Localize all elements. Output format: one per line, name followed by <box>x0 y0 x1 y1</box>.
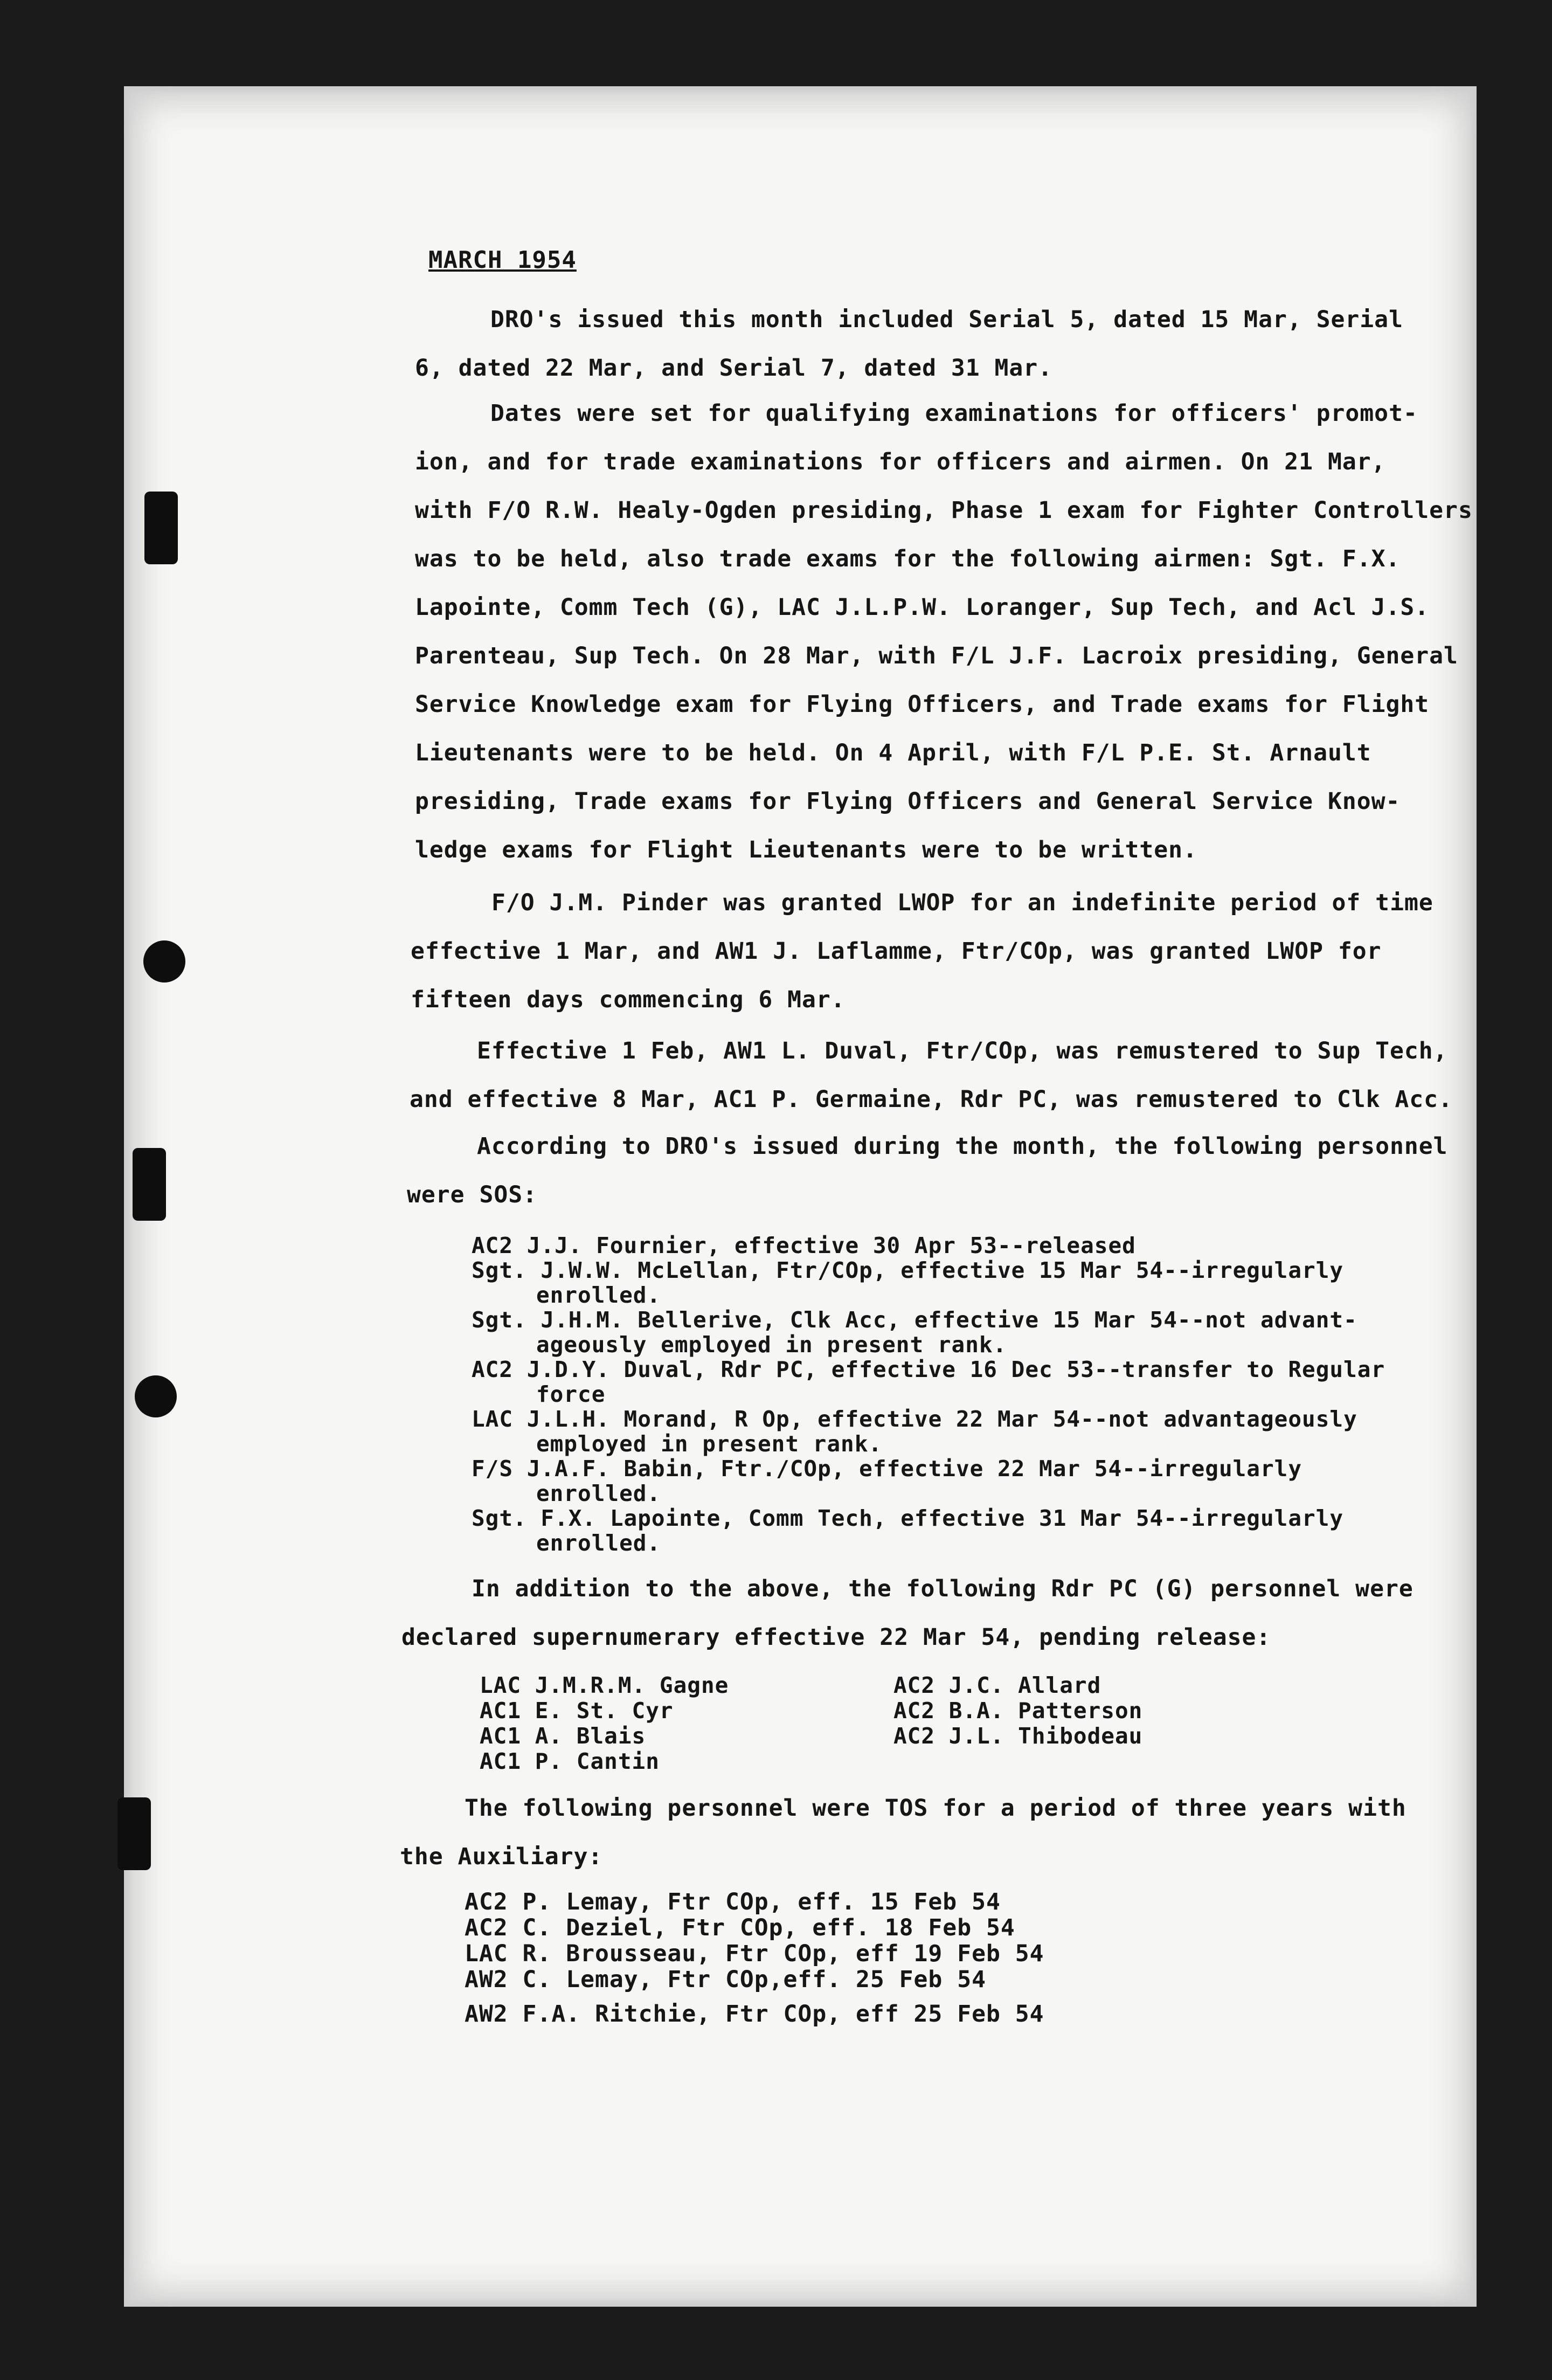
text-line: were SOS: <box>407 1181 537 1208</box>
text-line: According to DRO's issued during the month, the following personnel <box>477 1133 1448 1160</box>
sos-list <box>472 1233 1385 1555</box>
text-line: The following personnel were TOS for a period of three years with <box>465 1795 1406 1822</box>
list-item-text: LAC J.L.H. Morand, R Op, effective 22 Mar 54--not advantageously <box>472 1406 1357 1432</box>
paragraph-supernumerary <box>401 1565 1414 1662</box>
binder-hole <box>133 1148 166 1221</box>
list-item-continuation: enrolled. <box>536 1282 661 1308</box>
list-item: AW2 F.A. Ritchie, Ftr COp, eff 25 Feb 54 <box>465 2001 1044 2028</box>
binder-hole <box>144 492 178 564</box>
text-line: DRO's issued this month included Serial 5, dated 15 Mar, Serial <box>490 306 1403 333</box>
text-line: ion, and for trade examinations for officers and airmen. On 21 Mar, <box>415 448 1386 475</box>
paragraph-dro-serials <box>415 295 1403 392</box>
list-item-text: Sgt. J.H.M. Bellerive, Clk Acc, effective 15 Mar 54--not advant- <box>472 1307 1357 1333</box>
list-item: LAC R. Brousseau, Ftr COp, eff 19 Feb 54 <box>465 1940 1044 1967</box>
list-item <box>472 1456 1385 1481</box>
list-item-continuation: ageously employed in present rank. <box>536 1332 1007 1358</box>
text-line: Dates were set for qualifying examinations for officers' promot- <box>490 400 1418 427</box>
list-item-continuation: enrolled. <box>536 1480 661 1506</box>
list-item: AC1 P. Cantin <box>480 1748 660 1774</box>
list-item <box>472 1357 1385 1382</box>
list-item-continuation: enrolled. <box>536 1530 661 1556</box>
list-item: AC2 J.C. Allard <box>893 1672 1101 1698</box>
text-line: fifteen days commencing 6 Mar. <box>411 986 846 1013</box>
list-item: LAC J.M.R.M. Gagne <box>480 1672 729 1698</box>
text-line: Service Knowledge exam for Flying Officers, and Trade exams for Flight <box>415 691 1430 718</box>
list-item-text: Sgt. J.W.W. McLellan, Ftr/COp, effective 15 Mar 54--irregularly <box>472 1257 1344 1283</box>
list-item: AC2 B.A. Patterson <box>893 1698 1143 1724</box>
list-item-continuation: employed in present rank. <box>536 1431 883 1457</box>
list-item-continuation: force <box>536 1381 606 1407</box>
list-item-text: AC2 J.D.Y. Duval, Rdr PC, effective 16 Dec 53--transfer to Regular <box>472 1357 1385 1382</box>
text-line: 6, dated 22 Mar, and Serial 7, dated 31 Mar. <box>415 355 1053 382</box>
tos-list <box>465 1889 1044 2027</box>
text-line: was to be held, also trade exams for the following airmen: Sgt. F.X. <box>415 545 1401 572</box>
list-item: AC1 A. Blais <box>480 1723 646 1749</box>
list-item: AW2 C. Lemay, Ftr COp,eff. 25 Feb 54 <box>465 1966 986 1993</box>
paragraph-tos <box>400 1784 1406 1881</box>
list-item <box>472 1258 1385 1283</box>
list-item: AC1 E. St. Cyr <box>480 1698 674 1724</box>
text-line: F/O J.M. Pinder was granted LWOP for an indefinite period of time <box>491 889 1433 916</box>
paragraph-remuster <box>410 1027 1453 1124</box>
supernumerary-list-right <box>893 1673 1142 1749</box>
list-item <box>472 1506 1385 1531</box>
text-line: with F/O R.W. Healy-Ogden presiding, Phase 1 exam for Fighter Controllers <box>415 497 1473 524</box>
paragraph-sos-intro <box>407 1122 1448 1219</box>
supernumerary-list-left <box>480 1673 729 1774</box>
text-line: Lapointe, Comm Tech (G), LAC J.L.P.W. Loranger, Sup Tech, and Acl J.S. <box>415 594 1430 621</box>
list-item <box>472 1233 1385 1258</box>
text-line: and effective 8 Mar, AC1 P. Germaine, Rdr PC, was remustered to Clk Acc. <box>410 1086 1453 1113</box>
list-item: AC2 J.L. Thibodeau <box>893 1723 1143 1749</box>
binder-hole <box>135 1375 177 1417</box>
text-line: Lieutenants were to be held. On 4 April, with F/L P.E. St. Arnault <box>415 739 1371 766</box>
list-item-text: F/S J.A.F. Babin, Ftr./COp, effective 22 Mar 54--irregularly <box>472 1456 1302 1482</box>
text-line: In addition to the above, the following Rdr PC (G) personnel were <box>472 1575 1414 1602</box>
list-item <box>472 1307 1385 1332</box>
text-line: the Auxiliary: <box>400 1843 603 1870</box>
text-line: presiding, Trade exams for Flying Officers and General Service Know- <box>415 788 1401 815</box>
list-item-text: Sgt. F.X. Lapointe, Comm Tech, effective 31 Mar 54--irregularly <box>472 1505 1344 1531</box>
list-item <box>472 1407 1385 1431</box>
text-line: Effective 1 Feb, AW1 L. Duval, Ftr/COp, was remustered to Sup Tech, <box>477 1037 1448 1064</box>
list-item: AC2 P. Lemay, Ftr COp, eff. 15 Feb 54 <box>465 1888 1001 1915</box>
binder-hole <box>143 940 185 983</box>
list-item: AC2 C. Deziel, Ftr COp, eff. 18 Feb 54 <box>465 1914 1015 1941</box>
text-line: Parenteau, Sup Tech. On 28 Mar, with F/L J.F. Lacroix presiding, General <box>415 642 1458 669</box>
paragraph-lwop <box>411 878 1433 1024</box>
text-line: declared supernumerary effective 22 Mar 54, pending release: <box>401 1624 1271 1651</box>
paragraph-exams <box>415 389 1473 874</box>
list-item-text: AC2 J.J. Fournier, effective 30 Apr 53--released <box>472 1233 1136 1258</box>
binder-hole <box>117 1797 151 1870</box>
text-line: ledge exams for Flight Lieutenants were to be written. <box>415 836 1197 863</box>
text-line: effective 1 Mar, and AW1 J. Laflamme, Ftr/COp, was granted LWOP for <box>411 938 1382 965</box>
page-title: MARCH 1954 <box>428 246 577 274</box>
